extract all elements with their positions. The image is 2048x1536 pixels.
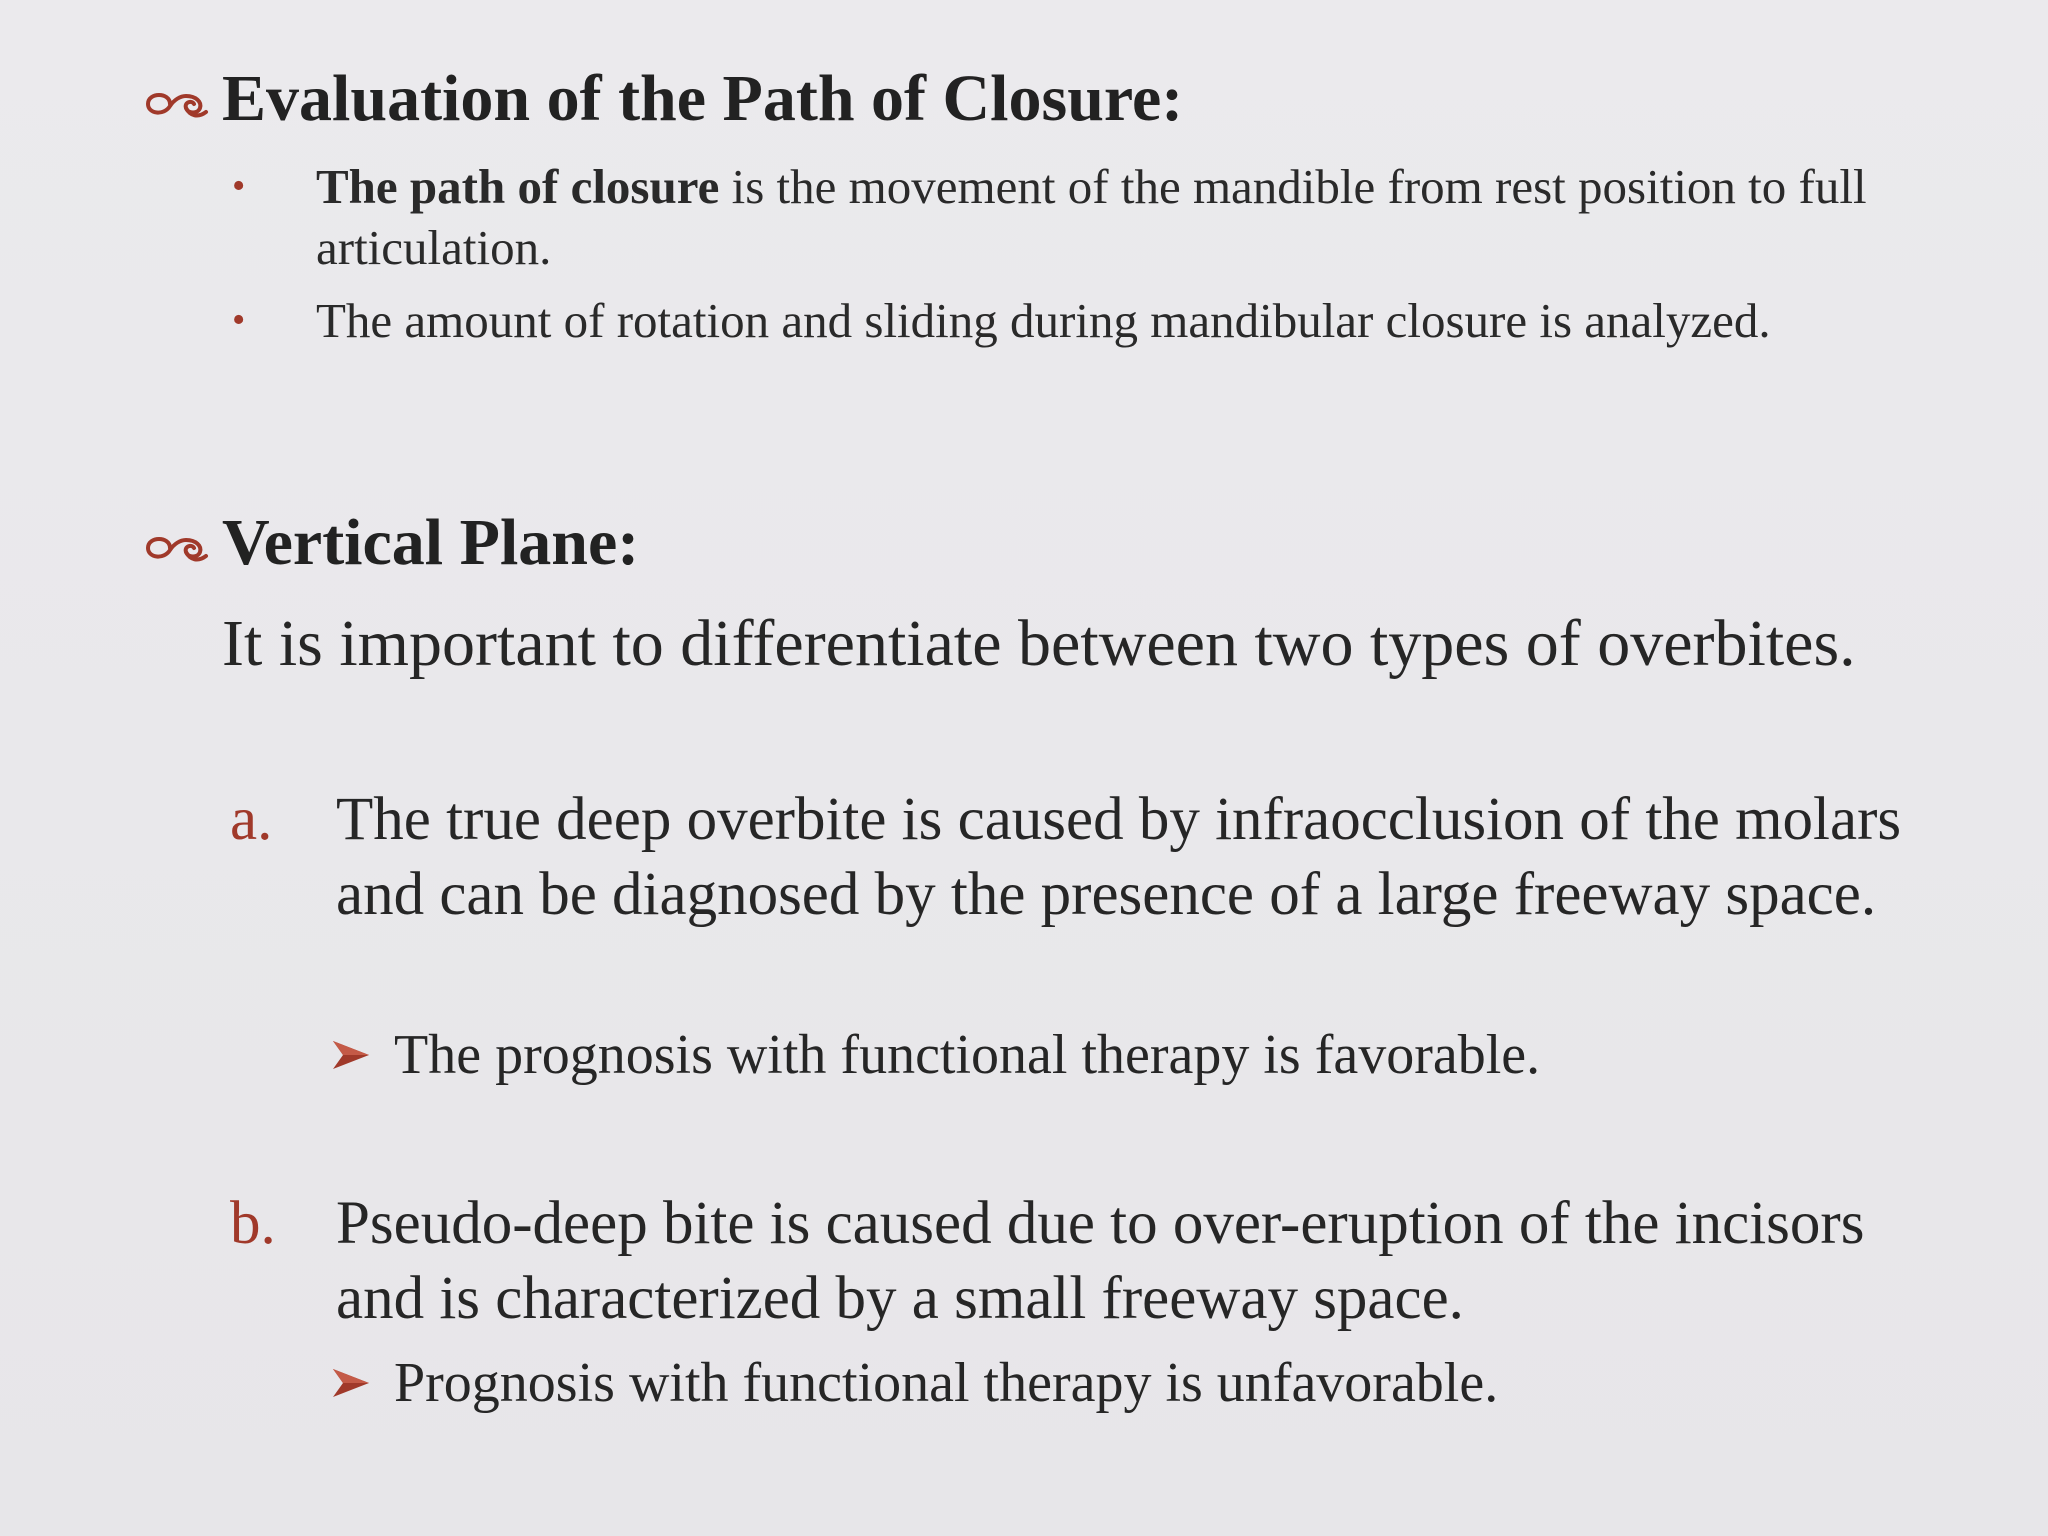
bullet-list [230, 156, 1970, 363]
bullet-text [316, 156, 1970, 278]
bullet-bold-term: The path of closure [316, 159, 720, 214]
sub-point-text: The prognosis with functional therapy is favorable. [394, 1024, 1541, 1086]
bullet-rest-text: is the movement of the mandible from rest position to full articulation. [316, 159, 1867, 275]
flourish-icon [140, 526, 210, 566]
arrow-bullet-icon [316, 1363, 394, 1403]
intro-paragraph: It is important to differentiate between two types of overbites. [222, 607, 1856, 680]
list-item-a [230, 782, 1930, 932]
list-marker: b. [230, 1190, 276, 1257]
bullet-text: The amount of rotation and sliding during mandibular closure is analyzed. [316, 293, 1771, 348]
sub-point-a [316, 1022, 1540, 1088]
bullet-item [230, 290, 1970, 351]
bullet-dot-icon: • [232, 299, 246, 341]
sub-point-b [316, 1350, 1498, 1416]
bullet-item [230, 156, 1970, 278]
arrow-bullet-icon [316, 1035, 394, 1075]
list-marker: a. [230, 786, 273, 853]
list-item-text: Pseudo-deep bite is caused due to over-eruption of the incisors and is characterized by a small freeway space. [336, 1190, 1865, 1332]
flourish-icon [140, 82, 210, 122]
section-title: Evaluation of the Path of Closure: [222, 62, 1184, 135]
list-item-b [230, 1186, 1930, 1336]
section-heading-path-of-closure [140, 62, 1184, 135]
section-title: Vertical Plane: [222, 506, 640, 579]
list-item-text: The true deep overbite is caused by infraocclusion of the molars and can be diagnosed by the presence of a large freeway space. [336, 786, 1902, 928]
section-heading-vertical-plane [140, 506, 640, 579]
bullet-dot-icon: • [232, 165, 246, 207]
sub-point-text: Prognosis with functional therapy is unfavorable. [394, 1352, 1499, 1414]
